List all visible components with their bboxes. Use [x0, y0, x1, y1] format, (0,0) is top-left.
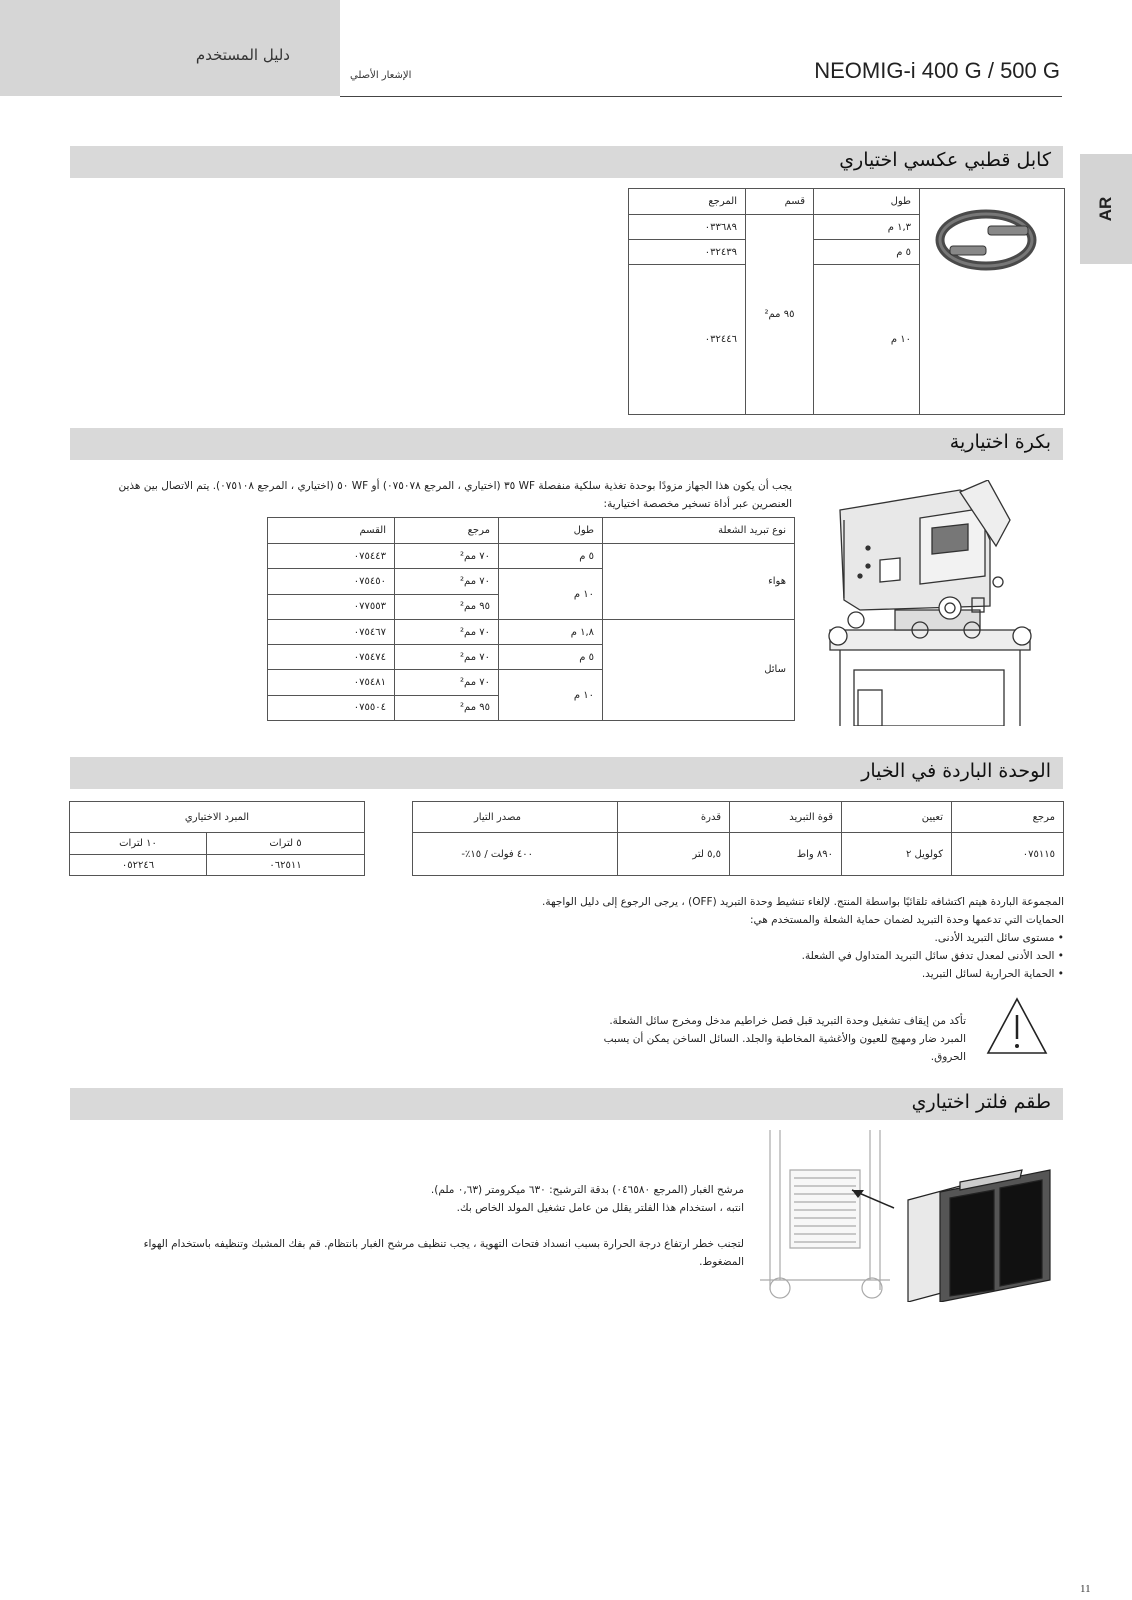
section-bar-cable	[70, 146, 1063, 178]
cable-row-ref: ٠٣٢٤٣٩	[629, 240, 746, 265]
reel-description: يجب أن يكون هذا الجهاز مزودًا بوحدة تغذية سلكية منفصلة WF ٣٥ (اختياري ، المرجع ٠٧٥٠٧٨) أو WF ٥٠ (اختياري ، المرجع ٠٧٥١٠٨). يتم الاتصال بين هذين العنصرين عبر أداة تسخير مخصصة اختيارية:	[118, 480, 792, 510]
reel-cooling-air: هواء	[603, 544, 795, 620]
cable-row-length: ٥ م	[814, 240, 920, 265]
cooler-ref: ٠٧٥١١٥	[952, 833, 1064, 876]
reel-ref: ٩٥ مم²	[395, 695, 499, 720]
warning-text-2: المبرد ضار ومهيج للعيون والأغشية المخاطية والجلد. السائل الساخن يمكن أن يسبب الحروق.	[603, 1033, 966, 1063]
cable-header-ref: المرجع	[629, 189, 746, 215]
reel-section: ٠٧٥٤٦٧	[268, 619, 395, 644]
coolant-5l: ٥ لترات	[207, 833, 365, 855]
reel-ref: ٧٠ مم²	[395, 670, 499, 695]
language-tab-label: AR	[1096, 196, 1115, 222]
reel-header-section: القسم	[268, 518, 395, 544]
cooler-header-ref: مرجع	[952, 802, 1064, 833]
cooler-header-power: قوة التبريد	[730, 802, 842, 833]
reel-length: ١٠ م	[499, 569, 603, 619]
cooler-bullet: • مستوى سائل التبريد الأدنى.	[934, 932, 1064, 944]
reel-ref: ٧٠ مم²	[395, 569, 499, 594]
cable-header-length: طول	[814, 189, 920, 215]
coolant-table	[69, 801, 365, 876]
coolant-10l-ref: ٠٥٢٢٤٦	[70, 855, 207, 876]
coolant-header: المبرد الاختياري	[70, 802, 365, 833]
reel-header-ref: مرجع	[395, 518, 499, 544]
cooler-capacity: ٥,٥ لتر	[618, 833, 730, 876]
cable-section-value: ٩٥ مم²	[746, 215, 814, 415]
coolant-5l-ref: ٠٦٢٥١١	[207, 855, 365, 876]
header-rule	[340, 96, 1062, 97]
cooler-header-supply: مصدر التيار	[413, 802, 618, 833]
filter-line-3: لتجنب خطر ارتفاع درجة الحرارة بسبب انسداد فتحات التهوية ، يجب تنظيف مرشح الغبار بانتظام. قم بفك المشبك وتنظيفه باستخدام الهواء المضغوط.	[143, 1238, 744, 1268]
reel-section: ٠٧٥٤٨١	[268, 670, 395, 695]
reel-section: ٠٧٥٤٧٤	[268, 645, 395, 670]
section-bar-filter	[70, 1088, 1063, 1120]
warning-icon	[984, 995, 1050, 1057]
reel-length: ١٠ م	[499, 670, 603, 721]
reel-ref: ٩٥ مم²	[395, 594, 499, 619]
filter-line-1: مرشح الغبار (المرجع ٠٤٦٥٨٠) بدقة الترشيح: ٦٣٠ ميكرومتر (٠,٦٣ ملم).	[430, 1184, 744, 1196]
cooler-bullet: • الحماية الحرارية لسائل التبريد.	[921, 968, 1064, 980]
cooler-designation: كولويل ٢	[842, 833, 952, 876]
cable-icon	[930, 196, 1042, 276]
page-number: 11	[1080, 1583, 1091, 1595]
cooler-header-capacity: قدرة	[618, 802, 730, 833]
reel-header-length: طول	[499, 518, 603, 544]
cable-row-ref: ٠٣٣٦٨٩	[629, 215, 746, 240]
reel-length: ١,٨ م	[499, 619, 603, 644]
cable-table	[628, 188, 920, 415]
cable-row-length: ١,٣ م	[814, 215, 920, 240]
section-title-filter: طقم فلتر اختياري	[911, 1091, 1051, 1113]
reel-ref: ٧٠ مم²	[395, 544, 499, 569]
cooler-supply: ٤٠٠ فولت / ١٥٪-	[413, 833, 618, 876]
reel-table	[267, 517, 795, 721]
model-title: NEOMIG-i 400 G / 500 G	[814, 58, 1060, 83]
warning-text-1: تأكد من إيقاف تشغيل وحدة التبريد قبل فصل خراطيم مدخل ومخرج سائل الشعلة.	[609, 1015, 966, 1027]
section-title-cable: كابل قطبي عكسي اختياري	[839, 149, 1051, 171]
filter-kit-illustration	[760, 1130, 1060, 1302]
cable-header-section: قسم	[746, 189, 814, 215]
cooler-main-table	[412, 801, 1064, 876]
cooler-bullet: • الحد الأدنى لمعدل تدفق سائل التبريد المتداول في الشعلة.	[801, 950, 1064, 962]
cooler-bullet-text: مستوى سائل التبريد الأدنى.	[934, 932, 1055, 944]
coolant-10l: ١٠ لترات	[70, 833, 207, 855]
wire-feeder-illustration	[820, 480, 1040, 726]
section-title-cooler: الوحدة الباردة في الخيار	[861, 760, 1051, 782]
cooler-bullet-text: الحماية الحرارية لسائل التبريد.	[921, 968, 1055, 980]
filter-line-2: انتبه ، استخدام هذا الفلتر يقلل من عامل تشغيل المولد الخاص بك.	[456, 1202, 744, 1214]
language-tab	[1080, 154, 1132, 264]
cooler-power: ٨٩٠ واط	[730, 833, 842, 876]
reel-section: ٠٧٧٥٥٣	[268, 594, 395, 619]
reel-section: ٠٧٥٤٥٠	[268, 569, 395, 594]
cooler-paragraph-2: الحمايات التي تدعمها وحدة التبريد لضمان حماية الشعلة والمستخدم هي:	[750, 914, 1064, 926]
reel-ref: ٧٠ مم²	[395, 645, 499, 670]
manual-title: دليل المستخدم	[195, 46, 290, 64]
reel-cooling-liquid: سائل	[603, 619, 795, 720]
cable-row-ref: ٠٣٢٤٤٦	[629, 265, 746, 415]
cooler-header-designation: تعيين	[842, 802, 952, 833]
reel-section: ٠٧٥٤٤٣	[268, 544, 395, 569]
reel-length: ٥ م	[499, 645, 603, 670]
reel-length: ٥ م	[499, 544, 603, 569]
reel-header-cooling: نوع تبريد الشعلة	[603, 518, 795, 544]
original-notice: الإشعار الأصلي	[350, 70, 412, 81]
reel-ref: ٧٠ مم²	[395, 619, 499, 644]
section-bar-reel	[70, 428, 1063, 460]
reel-section: ٠٧٥٥٠٤	[268, 695, 395, 720]
section-bar-cooler	[70, 757, 1063, 789]
cooler-paragraph-1: المجموعة الباردة هيتم اكتشافه تلقائيًا بواسطة المنتج. لإلغاء تنشيط وحدة التبريد (OFF) ، يرجى الرجوع إلى دليل الواجهة.	[542, 896, 1064, 908]
cooler-bullet-text: الحد الأدنى لمعدل تدفق سائل التبريد المتداول في الشعلة.	[801, 950, 1055, 962]
cable-row-length: ١٠ م	[814, 265, 920, 415]
section-title-reel: بكرة اختيارية	[949, 431, 1051, 453]
